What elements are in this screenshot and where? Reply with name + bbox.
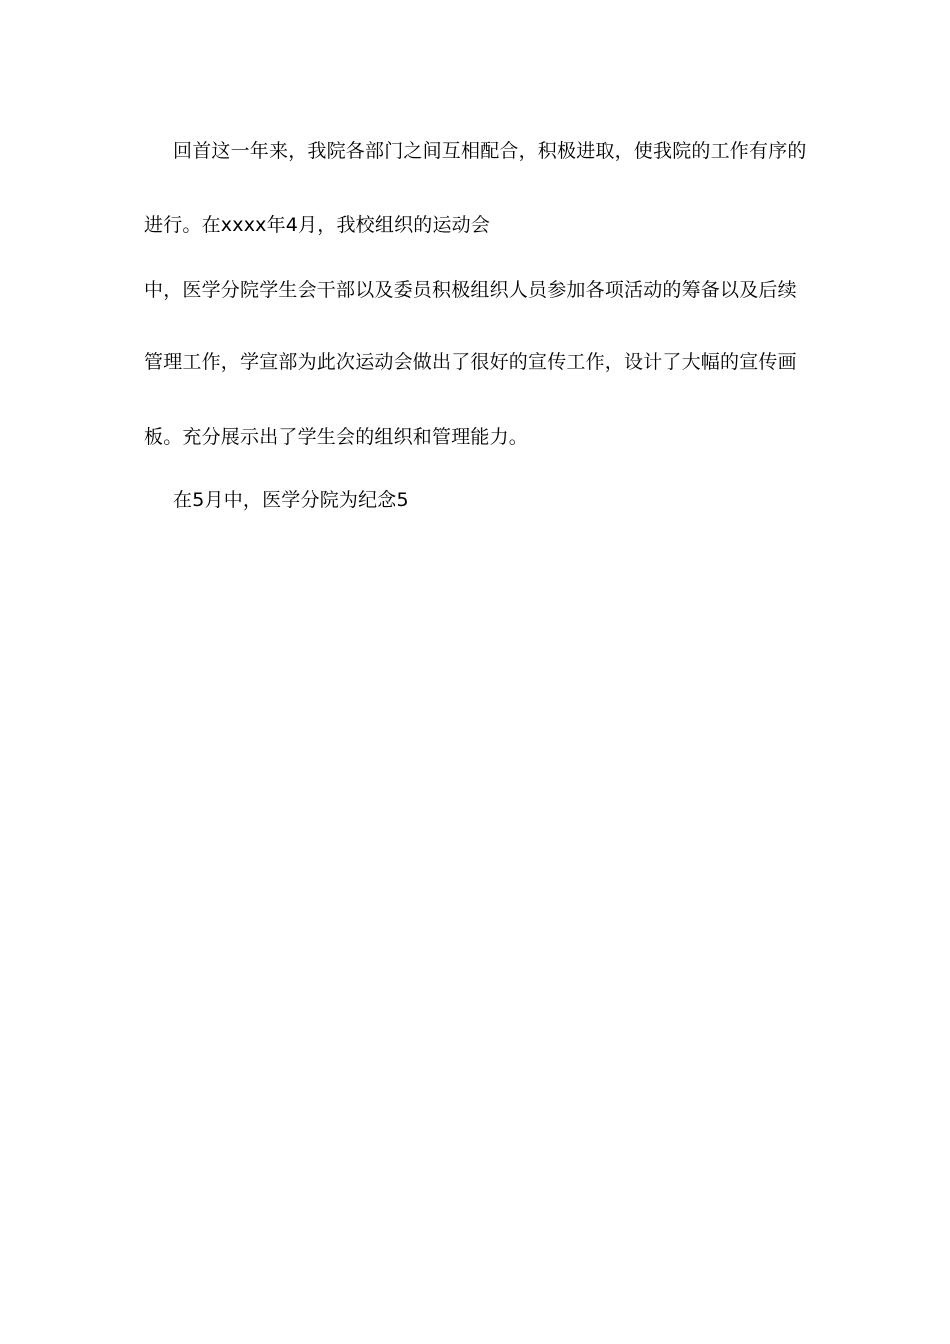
paragraph-line-6: 在5月中，医学分院为纪念5: [173, 489, 409, 511]
paragraph-line-1: 回首这一年来，我院各部门之间互相配合，积极进取，使我院的工作有序的: [173, 140, 807, 162]
paragraph-line-4: 管理工作，学宣部为此次运动会做出了很好的宣传工作，设计了大幅的宣传画: [144, 351, 797, 373]
paragraph-line-3: 中，医学分院学生会干部以及委员积极组织人员参加各项活动的筹备以及后续: [144, 279, 797, 301]
paragraph-line-2: 进行。在xxxx年4月，我校组织的运动会: [144, 214, 491, 236]
paragraph-line-5: 板。充分展示出了学生会的组织和管理能力。: [144, 426, 529, 448]
